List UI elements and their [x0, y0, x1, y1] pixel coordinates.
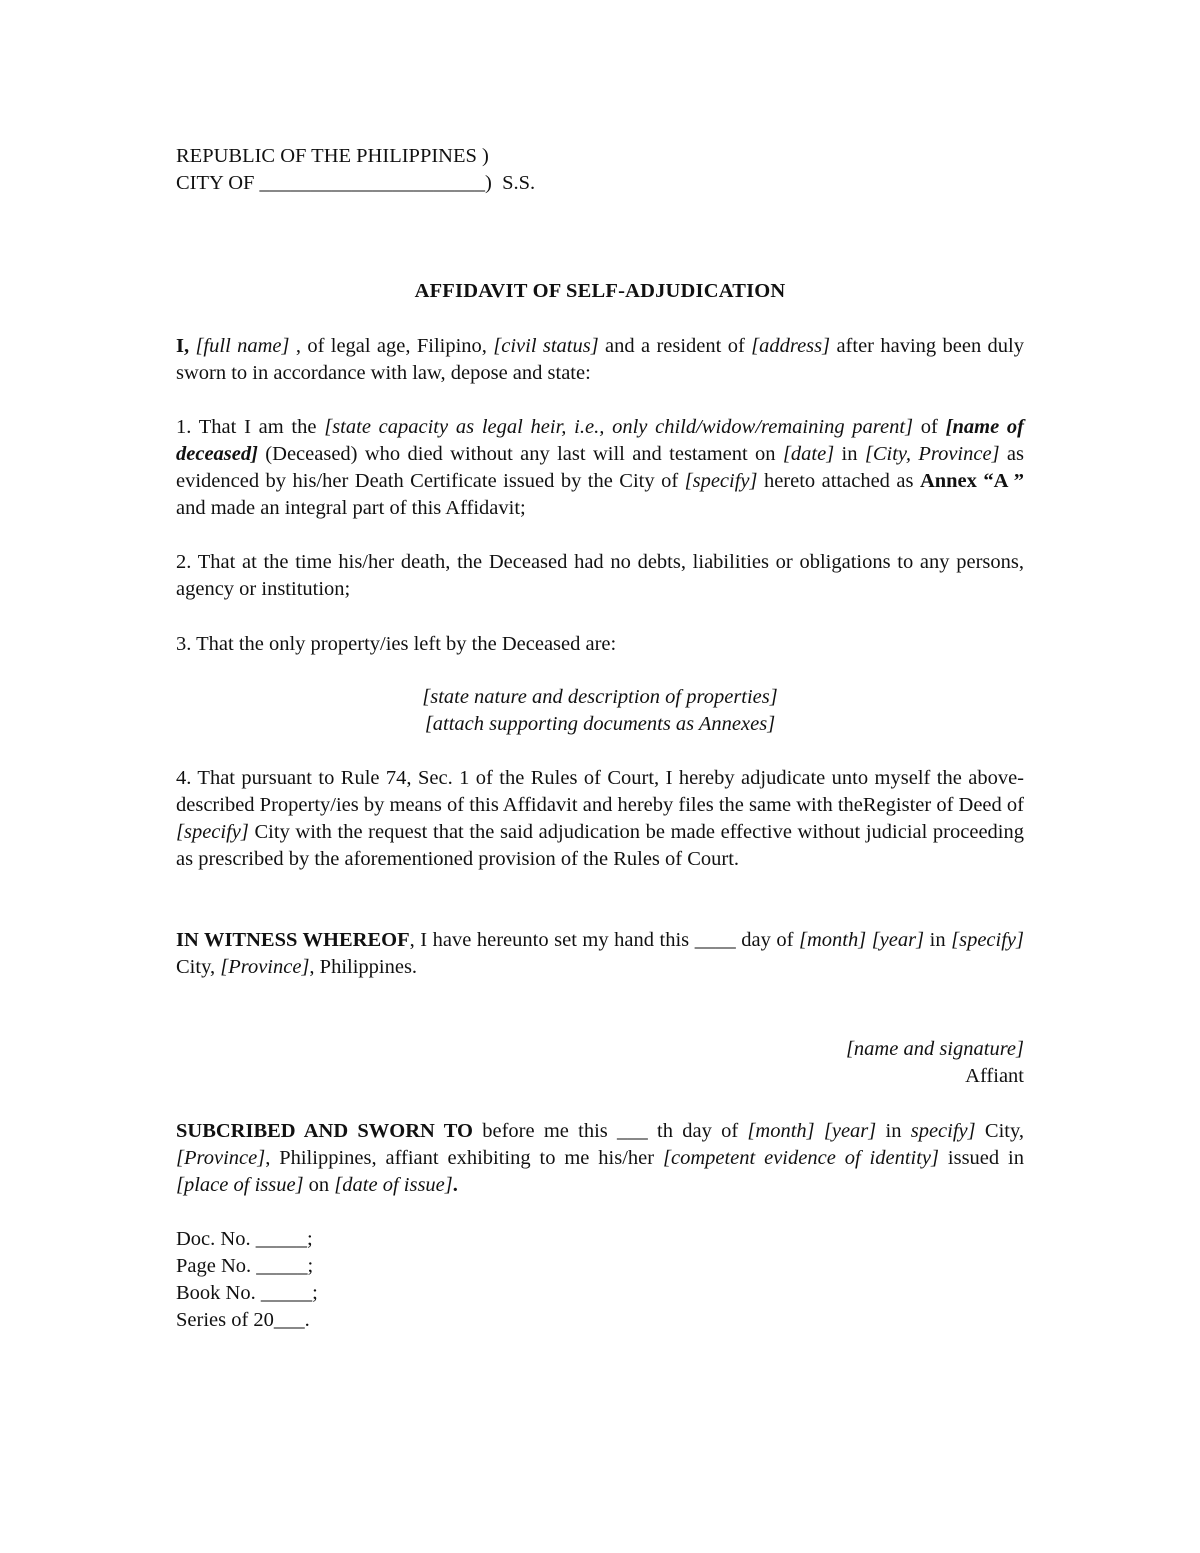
- jurat-heading: SUBCRIBED AND SWORN TO: [176, 1120, 473, 1142]
- p1-text-1: 1. That I am the: [176, 416, 325, 438]
- placeholder-full-name: [full name]: [195, 335, 290, 357]
- jurat-text-2: in: [876, 1120, 911, 1142]
- intro-lead: I,: [176, 335, 196, 357]
- p4-text-2: City with the request that the said adjudication be made effective without judicial proceeding as prescribed by the aforementioned provision of the Rules of Court.: [176, 821, 1024, 870]
- intro-paragraph: [176, 333, 1024, 387]
- p1-text-2: of: [913, 416, 946, 438]
- placeholder-date: [date]: [782, 443, 835, 465]
- paragraph-1: [176, 414, 1024, 522]
- caption-republic: REPUBLIC OF THE PHILIPPINES ): [176, 145, 489, 167]
- venue-caption: [176, 143, 1024, 197]
- witness-text-3: City,: [176, 956, 221, 978]
- signature-name: [name and signature]: [845, 1038, 1024, 1060]
- notary-doc-no: Doc. No. _____;: [176, 1228, 313, 1250]
- witness-text-1: , I have hereunto set my hand this ____ day of: [409, 929, 799, 951]
- placeholder-specify: [specify]: [684, 470, 758, 492]
- p1-text-3: (Deceased) who died without any last will and testament on: [257, 443, 783, 465]
- placeholder-month-year: [month] [year]: [798, 929, 925, 951]
- placeholder-specify-city: [specify]: [176, 821, 249, 843]
- p1-text-6: hereto attached as: [757, 470, 920, 492]
- jurat-text-6: on: [303, 1174, 335, 1196]
- placeholder-deceased: [name of deceased]: [176, 416, 1024, 465]
- jurat-text-4: , Philippines, affiant exhibiting to me his/her: [265, 1147, 663, 1169]
- jurat-text-3: City,: [975, 1120, 1025, 1142]
- properties-line-1: [state nature and description of properties]: [422, 686, 778, 708]
- placeholder-province: [Province]: [176, 1147, 266, 1169]
- notarial-register: [176, 1226, 1024, 1334]
- document-title: AFFIDAVIT OF SELF-ADJUDICATION: [414, 280, 786, 302]
- placeholder-capacity: [state capacity as legal heir, i.e., only child/widow/remaining parent]: [324, 416, 914, 438]
- properties-placeholder: [176, 684, 1024, 738]
- signature-role: Affiant: [965, 1065, 1024, 1087]
- placeholder-specify: [specify]: [951, 929, 1024, 951]
- placeholder-evidence: [competent evidence of identity]: [663, 1147, 939, 1169]
- paragraph-2: 2. That at the time his/her death, the Deceased had no debts, liabilities or obligations to any persons, agency or institution;: [176, 551, 1024, 600]
- notary-page-no: Page No. _____;: [176, 1255, 314, 1277]
- p1-text-5: as evidenced by his/her Death Certificate issued by the City of: [176, 443, 1024, 492]
- jurat-period: .: [452, 1174, 458, 1196]
- placeholder-city-province: [City, Province]: [864, 443, 1000, 465]
- intro-text-3: after having been duly sworn to in accordance with law, depose and state:: [176, 335, 1024, 384]
- placeholder-civil-status: [civil status]: [493, 335, 599, 357]
- notary-series: Series of 20___.: [176, 1309, 310, 1331]
- placeholder-specify: specify]: [910, 1120, 976, 1142]
- witness-text-2: in: [924, 929, 952, 951]
- placeholder-province: [Province]: [220, 956, 310, 978]
- paragraph-4: [176, 765, 1024, 873]
- jurat-paragraph: [176, 1118, 1024, 1199]
- p4-text-1: 4. That pursuant to Rule 74, Sec. 1 of the Rules of Court, I hereby adjudicate unto myself the above-described Property/ies by means of this Affidavit and hereby files the same with theRegister of Deed of: [176, 767, 1024, 816]
- jurat-text-1: before me this ___ th day of: [473, 1120, 748, 1142]
- intro-text-2: and a resident of: [598, 335, 752, 357]
- witness-heading: IN WITNESS WHEREOF: [176, 929, 410, 951]
- paragraph-3: 3. That the only property/ies left by the Deceased are:: [176, 633, 617, 655]
- witness-text-4: , Philippines.: [309, 956, 418, 978]
- jurat-text-5: issued in: [939, 1147, 1024, 1169]
- placeholder-place-of-issue: [place of issue]: [176, 1174, 304, 1196]
- placeholder-date-of-issue: [date of issue]: [334, 1174, 453, 1196]
- signature-block: [176, 1036, 1024, 1090]
- placeholder-month-year: [month] [year]: [747, 1120, 877, 1142]
- p1-text-7: and made an integral part of this Affidavit;: [176, 497, 526, 519]
- intro-text-1: , of legal age, Filipino,: [289, 335, 494, 357]
- notary-book-no: Book No. _____;: [176, 1282, 318, 1304]
- p1-text-4: in: [834, 443, 865, 465]
- annex-label: Annex “A ”: [919, 470, 1024, 492]
- properties-line-2: [attach supporting documents as Annexes]: [424, 713, 776, 735]
- witness-paragraph: [176, 927, 1024, 981]
- placeholder-address: [address]: [751, 335, 831, 357]
- caption-city: CITY OF ______________________) S.S.: [176, 172, 536, 194]
